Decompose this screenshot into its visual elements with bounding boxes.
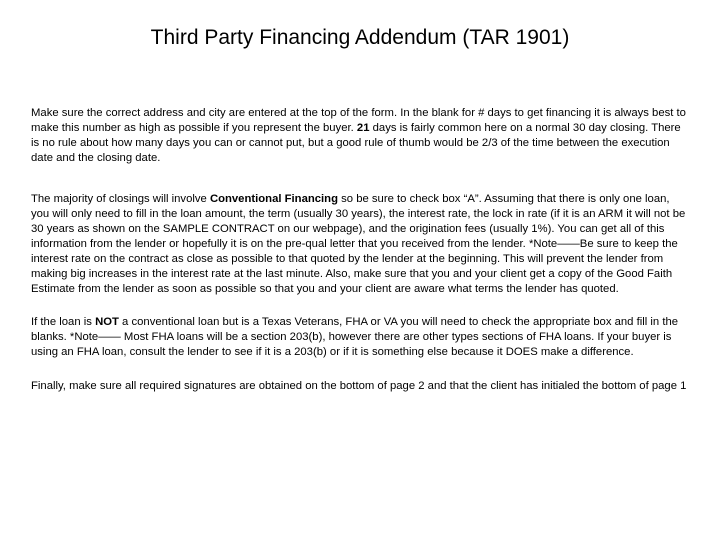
paragraph-text: Make sure the correct address and city are entered at the top of the form. In the blank for # days to get financing it is always best to make this number as high as possible if you represent the buyer. <box>31 107 686 134</box>
bold-not: NOT <box>95 316 119 328</box>
paragraph-conventional-financing <box>31 192 687 297</box>
paragraph-signatures: Finally, make sure all required signatures are obtained on the bottom of page 2 and that the client has initialed the bottom of page 1 <box>31 380 687 392</box>
paragraph-text: The majority of closings will involve <box>31 193 210 205</box>
paragraph-text: days is fairly common here on a normal 30 day closing. There is no rule about how many days you can or cannot put, but a good rule of thumb would be 2/3 of the time between the execution date and the closing date. <box>31 122 681 164</box>
bold-conventional-financing: Conventional Financing <box>209 193 338 205</box>
paragraph-text: so be sure to check box “A”. Assuming that there is only one loan, you will only need to fill in the loan amount, the term (usually 30 years), the interest rate, the lock in rate (if it is an ARM it will not be 30 years as shown on the SAMPLE CONTRACT on our webpage), and the origination fees (usually 1%). You can get all of this information from the lender or hopefully it is on the pre-qual letter that you received from the lender. *Note——Be sure to keep the interest rate on the contract as close as possible to that quoted by the lender at the beginning. This will prevent the lender from making big increases in the interest rate at the last minute. Also, make sure that you and your client get a copy of the Good Faith Estimate from the lender as soon as possible so that you and your client are aware what terms the lender has quoted. <box>31 193 686 295</box>
page-title: Third Party Financing Addendum (TAR 1901) <box>150 26 570 49</box>
paragraph-financing-days <box>31 106 687 166</box>
paragraph-text: If the loan is <box>31 316 96 328</box>
paragraph-text: a conventional loan but is a Texas Veterans, FHA or VA you will need to check the appropriate box and fill in the blanks. *Note—— Most FHA loans will be a section 203(b), however there are other types sections of FHA loans. If your buyer is using an FHA loan, consult the lender to see if it is a 203(b) or if it is something else because it DOES make a difference. <box>31 316 679 358</box>
paragraph-non-conventional-loan <box>31 315 687 360</box>
bold-days-number: 21 <box>356 122 370 134</box>
